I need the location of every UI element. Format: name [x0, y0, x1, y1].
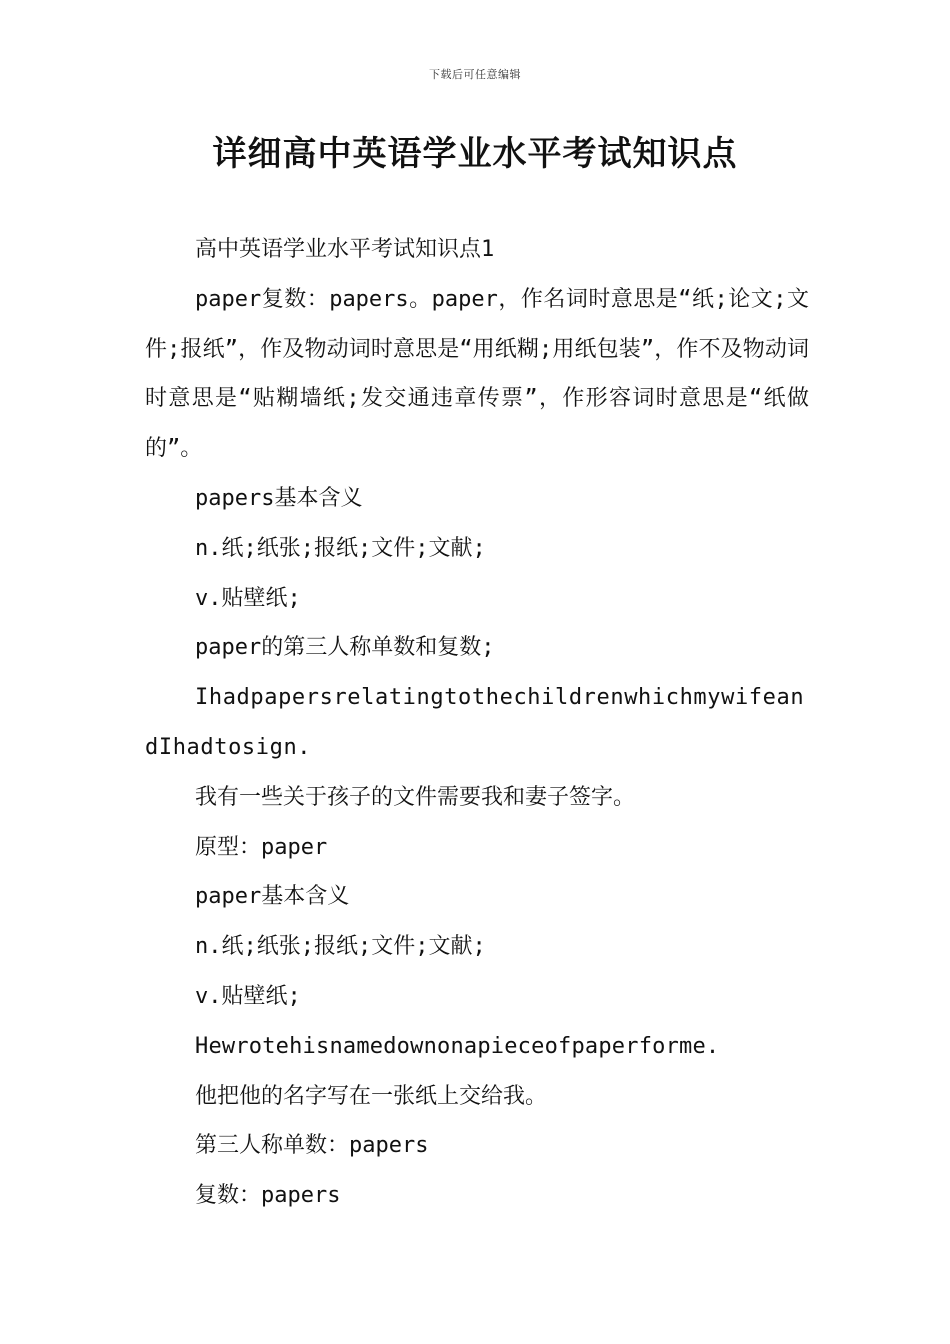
paragraph-example-en-2: Hewrotehisnamedownonapieceofpaperforme.: [195, 1033, 720, 1059]
paragraph-prototype: 原型：paper: [195, 834, 328, 860]
document-body: [145, 225, 809, 1221]
paragraph-noun-meaning-2: n.纸;纸张;报纸;文件;文献;: [195, 934, 486, 960]
paragraph-definition: paper复数：papers。paper，作名词时意思是“纸;论文;文件;报纸”，作及物动词时意思是“用纸糊;用纸包装”，作不及物动词时意思是“贴糊墙纸;发交通违章传票”，作形容词时意思是“纸做的”。: [145, 286, 809, 462]
paragraph-noun-meaning: n.纸;纸张;报纸;文件;文献;: [195, 535, 486, 561]
paragraph-third-person: paper的第三人称单数和复数;: [195, 635, 495, 661]
paragraph-example-en: IhadpapersrelatingtothechildrenwhichmywifeandIhadtosign.: [145, 685, 805, 760]
paragraph-basic-meaning-2: paper基本含义: [195, 884, 350, 910]
download-note: 下载后可任意编辑: [429, 68, 521, 81]
section-heading: 高中英语学业水平考试知识点1: [195, 237, 495, 262]
paragraph-basic-meaning: papers基本含义: [195, 485, 363, 511]
paragraph-example-zh-2: 他把他的名字写在一张纸上交给我。: [195, 1083, 548, 1109]
paragraph-plural: 复数：papers: [195, 1183, 341, 1209]
paragraph-example-zh: 我有一些关于孩子的文件需要我和妻子签字。: [195, 784, 636, 810]
paragraph-third-person-singular: 第三人称单数：papers: [195, 1133, 429, 1159]
paragraph-verb-meaning-2: v.贴壁纸;: [195, 983, 301, 1009]
paragraph-verb-meaning: v.贴壁纸;: [195, 585, 301, 611]
document-title: 详细高中英语学业水平考试知识点: [212, 134, 738, 174]
